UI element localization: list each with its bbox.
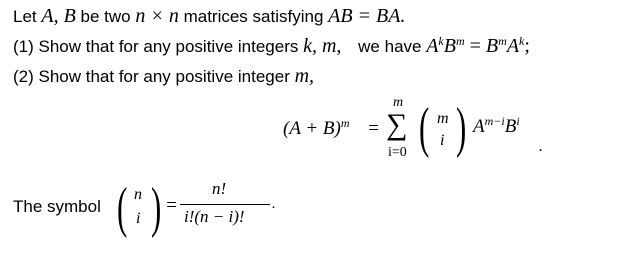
binom-top: m	[437, 110, 449, 127]
matrix-names: A, B	[41, 5, 76, 27]
fraction-bar	[180, 204, 270, 205]
def-denominator: i!(n − i)!	[184, 207, 245, 226]
formula-term: $A^{m-i}B^i$	[473, 114, 520, 137]
sum-upper-limit: m	[393, 95, 404, 110]
text-be-two: be two	[80, 7, 136, 26]
part-1-text: (1) Show that for any positive integers	[13, 37, 304, 56]
def-equals: =	[165, 195, 178, 216]
part-2-line	[13, 65, 314, 88]
definition-text: The symbol	[13, 197, 101, 216]
binom-right-paren: )	[456, 97, 467, 159]
part-2-text: (2) Show that for any positive integer	[13, 67, 295, 86]
def-binom-bottom: i	[136, 210, 141, 227]
text-let: Let	[13, 7, 42, 26]
binom-left-paren: (	[419, 97, 430, 159]
def-binom-top: n	[134, 186, 142, 203]
part-1-line	[13, 35, 530, 58]
def-period: .	[272, 196, 276, 212]
formula-equals: =	[367, 118, 380, 139]
commutation-condition: AB = BA.	[328, 5, 406, 27]
def-left-paren: (	[117, 177, 128, 239]
binom-bottom: i	[440, 132, 445, 149]
text-matrices-satisfying: matrices satisfying	[183, 7, 329, 26]
formula-period: .	[539, 138, 543, 155]
def-numerator: n!	[212, 179, 227, 198]
integer-var-m: m,	[294, 65, 315, 87]
formula-lhs: $(A + B)^m$	[283, 116, 350, 139]
problem-statement-line	[13, 5, 406, 28]
matrix-size: n × n	[135, 5, 179, 27]
integer-vars: k, m,	[303, 35, 342, 57]
commutation-identity: $A^kB^m = B^mA^k$;	[426, 34, 530, 57]
text-we-have: we have	[358, 37, 427, 56]
summation-sigma: ∑	[386, 108, 408, 141]
def-right-paren: )	[151, 177, 162, 239]
sum-lower-limit: i=0	[388, 145, 407, 160]
